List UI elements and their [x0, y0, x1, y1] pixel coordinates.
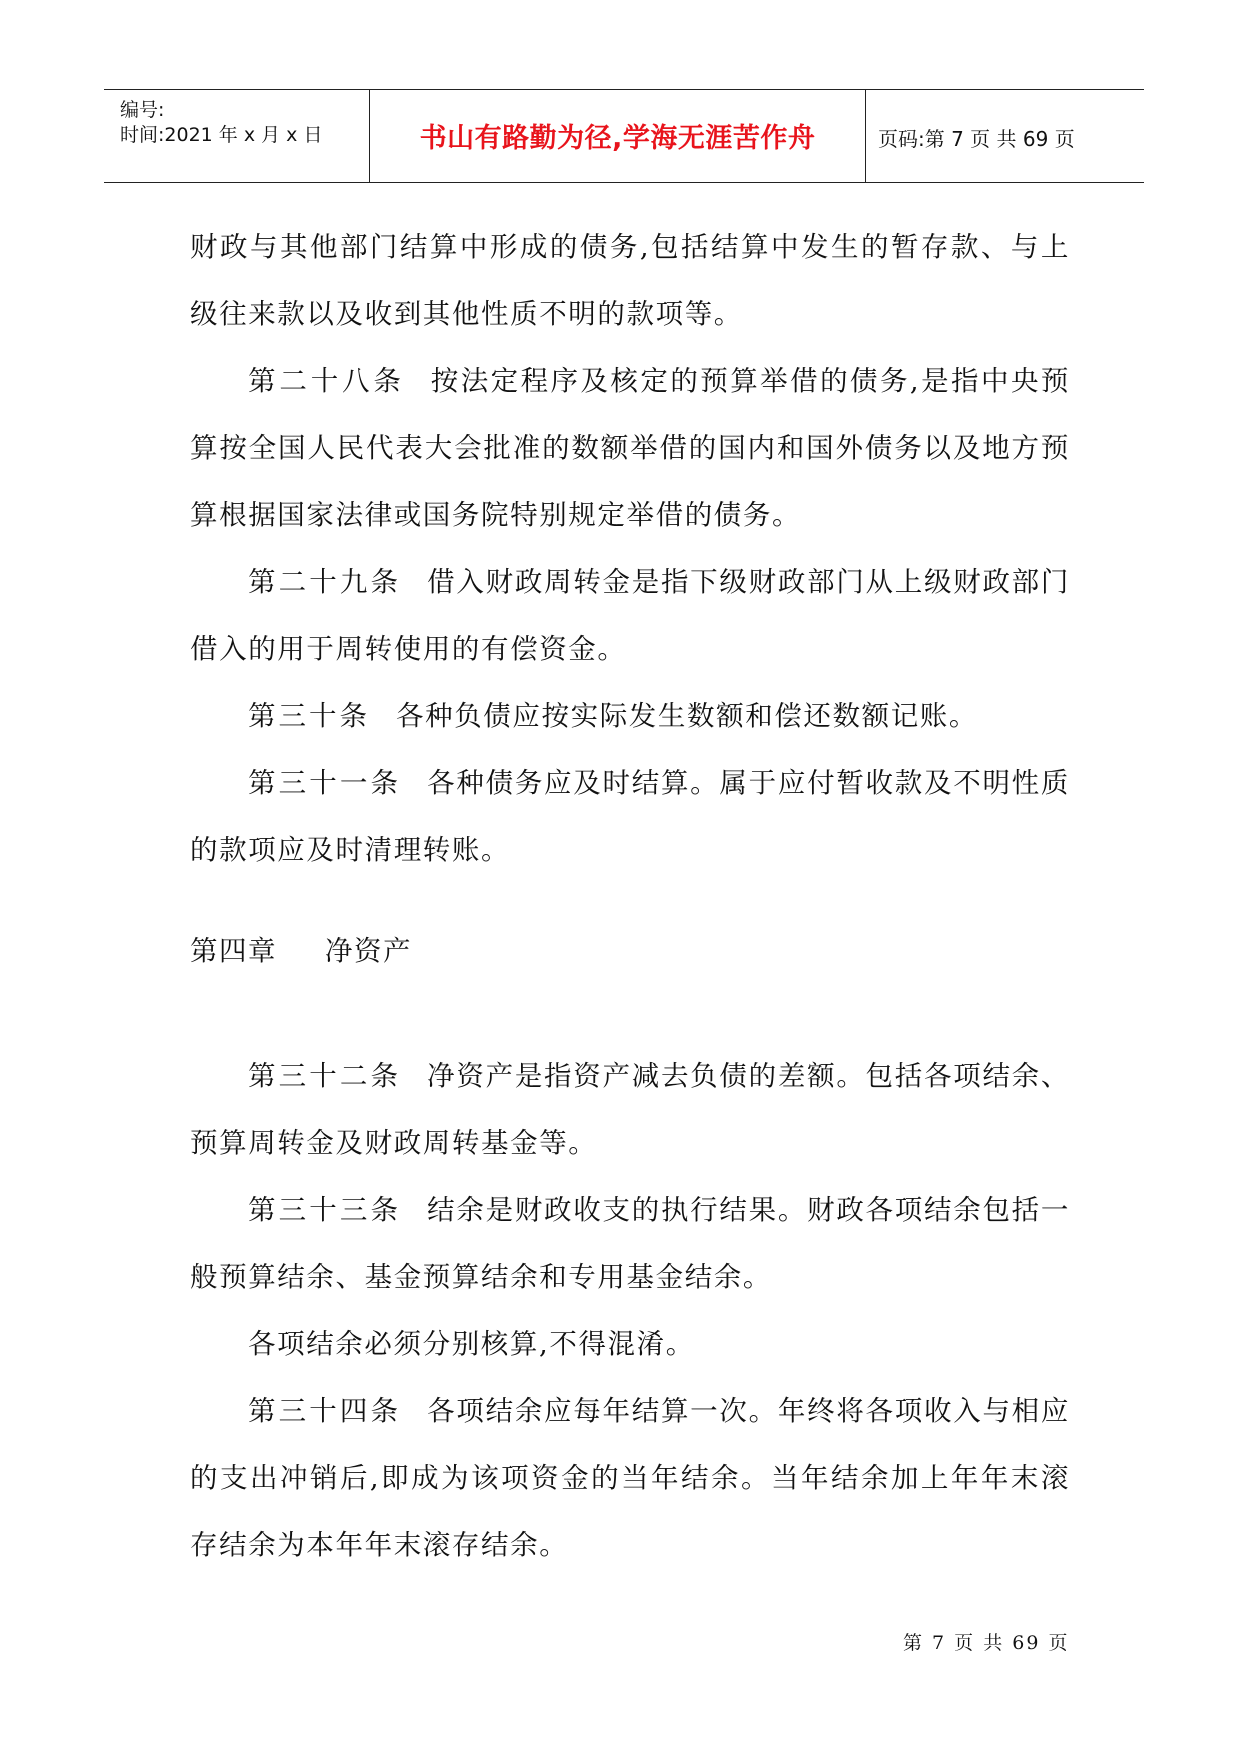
header-meta-cell [104, 90, 370, 182]
paragraph-separate-accounting: 各项结余必须分别核算,不得混淆。 [248, 1328, 695, 1360]
article-28 [190, 348, 1070, 549]
article-text: 各种债务应及时结算。属于应付暂收款及不明性质的款项应及时清理转账。 [190, 767, 1071, 866]
header-motto-cell [370, 90, 866, 182]
header-page-info: 页码:第 7 页 共 69 页 [878, 127, 1075, 151]
document-time-label: 时间:2021 年 x 月 x 日 [120, 124, 323, 146]
article-number: 第三十二条 [248, 1060, 402, 1092]
article-32 [190, 1043, 1070, 1177]
article-text: 各种负债应按实际发生数额和偿还数额记账。 [396, 700, 978, 732]
article-number: 第三十三条 [248, 1194, 402, 1226]
chapter-heading [190, 918, 1070, 985]
chapter-title: 净资产 [325, 935, 412, 967]
article-text: 按法定程序及核定的预算举借的债务,是指中央预算按全国人民代表大会批准的数额举借的国内和国外债务以及地方预算根据国家法律或国务院特别规定举借的债务。 [190, 365, 1070, 531]
article-number: 第三十一条 [248, 767, 402, 799]
article-number: 第三十四条 [248, 1395, 402, 1427]
header-page-cell [866, 90, 1144, 182]
article-31 [190, 750, 1070, 884]
article-number: 第三十条 [248, 700, 370, 732]
article-33 [190, 1177, 1070, 1311]
article-30 [190, 683, 1070, 750]
article-text: 净资产是指资产减去负债的差额。包括各项结余、预算周转金及财政周转基金等。 [190, 1060, 1071, 1159]
paragraph-continuation: 财政与其他部门结算中形成的债务,包括结算中发生的暂存款、与上级往来款以及收到其他性质不明的款项等。 [190, 231, 1070, 330]
article-text: 借入财政周转金是指下级财政部门从上级财政部门借入的用于周转使用的有偿资金。 [190, 566, 1071, 665]
page-footer: 第 7 页 共 69 页 [903, 1632, 1070, 1654]
document-body [190, 214, 1070, 1579]
article-text: 各项结余应每年结算一次。年终将各项收入与相应的支出冲销后,即成为该项资金的当年结余。当年结余加上年年末滚存结余为本年年末滚存结余。 [190, 1395, 1071, 1561]
article-number: 第二十八条 [248, 365, 405, 397]
article-text: 结余是财政收支的执行结果。财政各项结余包括一般预算结余、基金预算结余和专用基金结余。 [190, 1194, 1071, 1293]
chapter-number: 第四章 [190, 935, 277, 967]
document-number-label: 编号: [120, 99, 165, 121]
article-29 [190, 549, 1070, 683]
document-header [104, 89, 1144, 183]
article-34 [190, 1378, 1070, 1579]
article-number: 第二十九条 [248, 566, 402, 598]
header-motto: 书山有路勤为径,学海无涯苦作舟 [419, 123, 816, 154]
